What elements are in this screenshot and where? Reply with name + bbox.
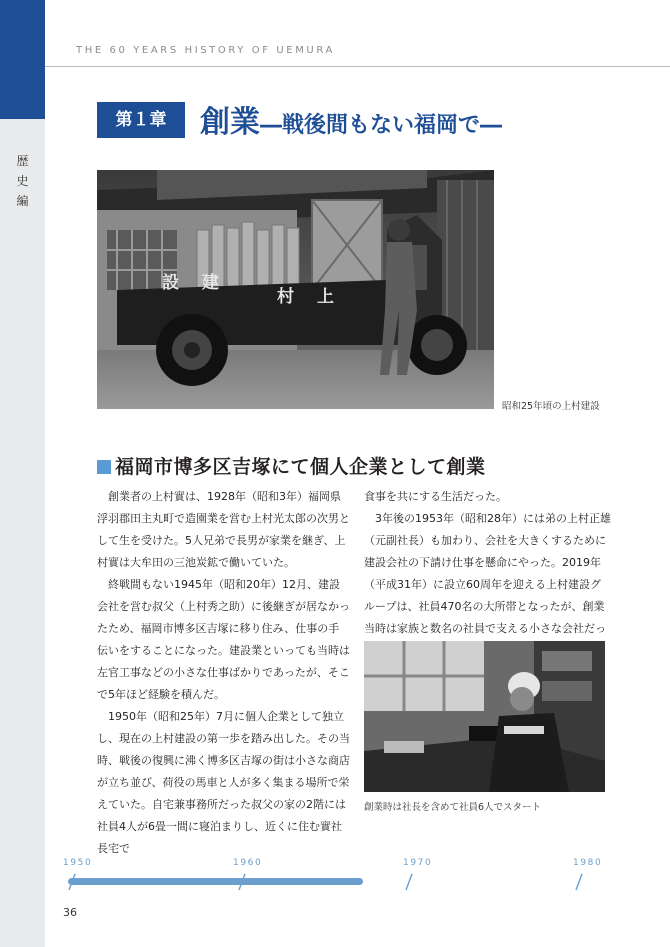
body-paragraph: 創業者の上村實は、1928年（昭和3年）福岡県浮羽郡田主丸町で造園業を営む上村光太郎の次男として生を受けた。5人兄弟で長男が家業を継ぎ、上村實は大牟田の三池炭鉱で働いていた。: [97, 490, 350, 569]
truck-photo-image: [97, 170, 494, 409]
sidebar-label-char-1: 歴: [16, 154, 29, 168]
chapter-title-main: 創業: [200, 105, 260, 140]
sidebar-section-label: [0, 151, 45, 211]
body-paragraph: 3年後の1953年（昭和28年）には弟の上村正雄（元副社長）も加わり、会社を大きくするために建設会社の下請け仕事を懸命にやった。2019年（平成31年）に設立60周年を迎える上村建設グループは、社員470名の大所帯となったが、創業当時は家族と数名の社員で支える小さな会社だっ: [364, 512, 611, 635]
office-photo-image: [364, 641, 605, 792]
sidebar: [0, 0, 45, 947]
office-photo: [364, 641, 605, 792]
truck-lettering-3: 村: [277, 287, 294, 307]
truck-photo: [97, 170, 494, 409]
body-paragraph: 食事を共にする生活だった。: [364, 490, 507, 503]
running-header: THE 60 YEARS HISTORY OF UEMURA: [76, 45, 335, 56]
section-heading-text: 福岡市博多区吉塚にて個人企業として創業: [115, 456, 486, 478]
body-paragraph: 1950年（昭和25年）7月に個人企業として独立し、現在の上村建設の第一歩を踏み出した。その当時、戦後の復興に沸く博多区吉塚の街は小さな商店が立ち並び、荷役の馬車と人が多く集まる場所で栄えていた。自宅兼事務所だった叔父の家の2階には社員4人が6畳一間に寝泊まりし、近くに住む實社長宅で: [97, 710, 350, 855]
truck-photo-caption: 昭和25年頃の上村建設: [502, 401, 600, 412]
truck-lettering-1: 設: [162, 273, 179, 293]
body-column-right: [364, 486, 611, 662]
timeline-year-1980: 1980: [573, 858, 603, 868]
chapter-badge: 第１章: [97, 102, 185, 138]
timeline-tick: [402, 872, 422, 892]
chapter-title: [200, 97, 502, 141]
page-number: 36: [63, 906, 77, 919]
timeline-progress-bar: [68, 878, 363, 885]
body-column-left: [97, 486, 350, 860]
sidebar-accent-block: [0, 0, 45, 119]
timeline-year-1950: 1950: [63, 858, 93, 868]
truck-lettering-2: 建: [202, 273, 219, 293]
timeline-year-1970: 1970: [403, 858, 433, 868]
heading-square-icon: [97, 460, 111, 474]
header-divider: [45, 66, 670, 67]
truck-lettering-4: 上: [317, 287, 334, 307]
body-paragraph: 終戦間もない1945年（昭和20年）12月、建設会社を営む叔父（上村秀之助）に後継ぎが居なかったため、福岡市博多区吉塚に移り住み、仕事の手伝いをすることになった。建設業といっても当時は左官工事などの小さな仕事ばかりであったが、そこで5年ほど経験を積んだ。: [97, 578, 350, 701]
timeline-tick: [572, 872, 592, 892]
timeline-year-1960: 1960: [233, 858, 263, 868]
office-photo-caption: 創業時は社長を含めて社員6人でスタート: [364, 802, 542, 813]
sidebar-label-char-2: 史: [16, 174, 29, 188]
chapter-subtitle: ―戦後間もない福岡で―: [260, 113, 503, 138]
sidebar-label-char-3: 編: [16, 194, 29, 208]
section-heading: [97, 452, 486, 479]
